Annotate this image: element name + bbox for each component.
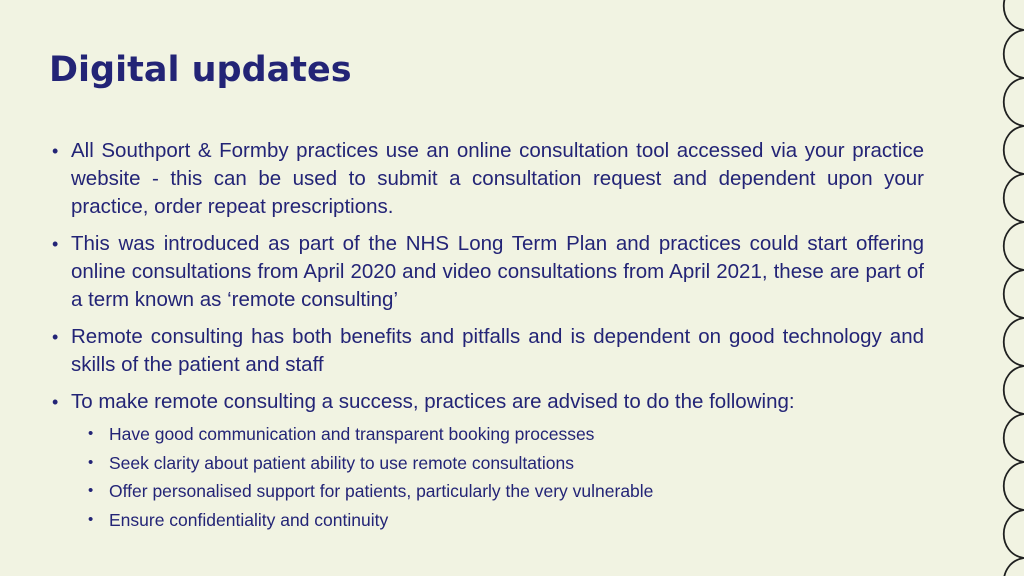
- sub-bullet-text: Have good communication and transparent booking processes: [109, 424, 595, 444]
- bullet-item: [52, 137, 924, 221]
- bullet-text: Remote consulting has both benefits and pitfalls and is dependent on good technology and skills of the patient and staff: [71, 325, 924, 376]
- slide-body: [52, 137, 924, 534]
- sub-bullet-text: Ensure confidentiality and continuity: [109, 509, 389, 530]
- slide-title: Digital updates: [49, 50, 352, 90]
- bullet-text: All Southport & Formby practices use an online consultation tool accessed via your practice website - this can be used to submit a consultation request and dependent upon your practice, order repeat prescriptions.: [71, 139, 924, 218]
- bullet-item: [52, 323, 924, 379]
- sub-bullet-dot-icon: •: [88, 425, 94, 442]
- sub-bullet-dot-icon: •: [88, 453, 94, 471]
- sub-bullet-item: [52, 477, 924, 506]
- sub-bullet-dot-icon: •: [88, 510, 94, 528]
- sub-bullet-text: Offer personalised support for patients, particularly the very vulnerable: [109, 481, 654, 501]
- bullet-dot-icon: •: [52, 327, 59, 347]
- bullet-item: [52, 388, 924, 416]
- scallop-border-decoration: [984, 0, 1024, 576]
- bullet-dot-icon: •: [52, 234, 59, 254]
- bullet-dot-icon: •: [52, 141, 59, 161]
- sub-bullet-item: [52, 420, 924, 449]
- bullet-text: To make remote consulting a success, practices are advised to do the following:: [71, 390, 795, 413]
- bullet-item: [52, 230, 924, 314]
- sub-bullet-item: [52, 449, 924, 478]
- bullet-list: [52, 137, 924, 416]
- sub-bullet-dot-icon: •: [88, 482, 94, 499]
- scallop-border-line: [1004, 0, 1024, 576]
- sub-bullet-list: [52, 420, 924, 534]
- bullet-dot-icon: •: [52, 392, 59, 412]
- bullet-text: This was introduced as part of the NHS Long Term Plan and practices could start offering online consultations from April 2020 and video consultations from April 2021, these are part of a term known as ‘remote consulting’: [71, 232, 924, 311]
- sub-bullet-item: [52, 506, 924, 535]
- sub-bullet-text: Seek clarity about patient ability to use remote consultations: [109, 452, 574, 473]
